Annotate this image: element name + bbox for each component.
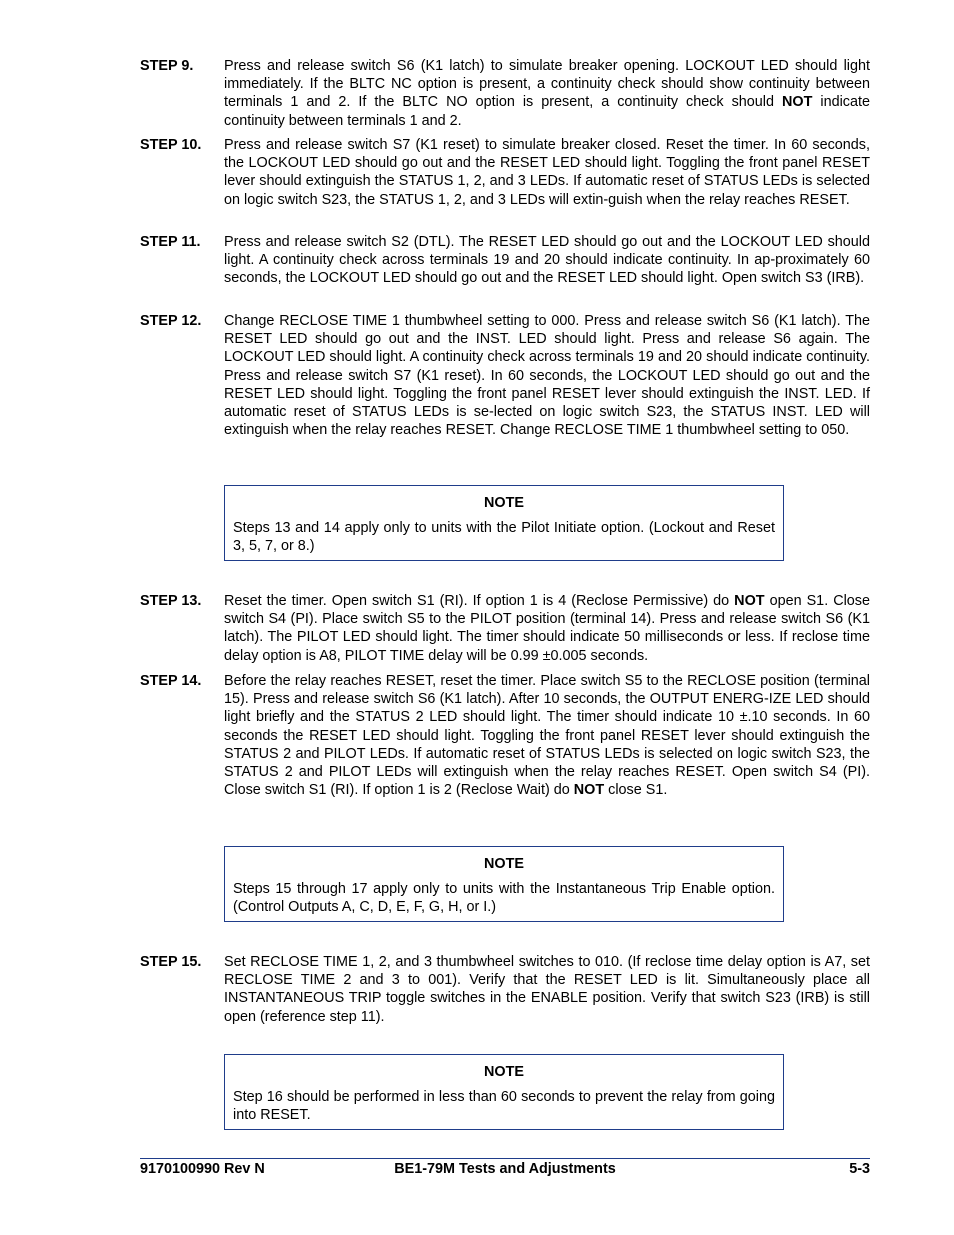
step-label: STEP 12. <box>140 313 202 329</box>
step-text: Press and release switch S7 (K1 reset) to simulate breaker closed. Reset the timer. In 60 seconds, the LOCKOUT LED should go out and the RESET LED should light. Toggling the front panel RESET lever should extinguish the STATUS 1, 2, and 3 LEDs. If automatic reset of STATUS LEDs is selected on logic switch S23, the STATUS 1, 2, and 3 LEDs will extin-guish when the relay reaches RESET. <box>224 137 870 208</box>
note-title: NOTE <box>484 495 524 511</box>
step-text: Before the relay reaches RESET, reset the timer. Place switch S5 to the RECLOSE position (terminal 15). Press and release switch S6 (K1 latch). After 10 seconds, the OUTPUT ENERG-IZE LED should light briefly and the STATUS 2 LED should light. The timer should indicate 10 ±.10 seconds. In 60 seconds the RESET LED should light. Toggling the front panel RESET lever should extinguish the STATUS 2 and PILOT LEDs. If automatic reset of STATUS LEDs is selected on logic switch S23, the STATUS 2 and PILOT LEDs will extinguish when the relay reaches RESET. Open switch S4 (PI). Close switch S1 (RI). If option 1 is 2 (Reclose Wait) do NOT close S1. <box>224 673 870 799</box>
step-label: STEP 14. <box>140 673 202 689</box>
step-12 <box>140 312 870 439</box>
step-label: STEP 15. <box>140 954 202 970</box>
note-box <box>224 485 784 561</box>
step-text: Change RECLOSE TIME 1 thumbwheel setting to 000. Press and release switch S6 (K1 latch). The RESET LED should go out and the INST. LED should light. Press and release S6 again. The LOCKOUT LED should light. A continuity check across terminals 19 and 20 should indicate continuity. Press and release switch S7 (K1 reset). In 60 seconds, the LOCKOUT LED should go out and the RESET LED should light. Toggling the front panel RESET lever should extinguish the INST. LED. If automatic reset of STATUS LEDs is se-lected on logic switch S23, the STATUS INST. LED will extinguish when the relay reaches RESET. Change RECLOSE TIME 1 thumbwheel setting to 050. <box>224 313 870 439</box>
note-text: Step 16 should be performed in less than 60 seconds to prevent the relay from going into RESET. <box>233 1089 775 1124</box>
step-14 <box>140 672 870 799</box>
note-title: NOTE <box>484 1064 524 1080</box>
step-15 <box>140 953 870 1026</box>
step-13 <box>140 592 870 665</box>
step-text: Reset the timer. Open switch S1 (RI). If option 1 is 4 (Reclose Permissive) do NOT open S1. Close switch S4 (PI). Place switch S5 to the PILOT position (terminal 14). Press and release switch S6 (K1 latch). The PILOT LED should light. The timer should indicate 50 milliseconds or less. If reclose time delay option is A8, PILOT TIME delay will be 0.99 ±0.005 seconds. <box>224 593 870 664</box>
step-10 <box>140 136 870 209</box>
note-box <box>224 846 784 922</box>
step-text: Set RECLOSE TIME 1, 2, and 3 thumbwheel switches to 010. (If reclose time delay option is A7, set RECLOSE TIME 2 and 3 to 001). Verify that the RESET LED is lit. Simultaneously place all INSTANTANEOUS TRIP toggle switches in the ENABLE position. Verify that switch S23 (IRB) is still open (reference step 11). <box>224 954 870 1025</box>
footer-doc-number: 9170100990 Rev N <box>140 1161 265 1177</box>
note-title: NOTE <box>484 856 524 872</box>
step-11 <box>140 233 870 288</box>
step-text: Press and release switch S2 (DTL). The RESET LED should go out and the LOCKOUT LED should light. A continuity check across terminals 19 and 20 should indicate continuity. In ap-proximately 60 seconds, the LOCKOUT LED should go out and the RESET LED should light. Open switch S3 (IRB). <box>224 234 870 287</box>
step-label: STEP 10. <box>140 137 202 153</box>
note-text: Steps 15 through 17 apply only to units with the Instantaneous Trip Enable option. (Control Outputs A, C, D, E, F, G, H, or I.) <box>233 881 775 916</box>
note-text: Steps 13 and 14 apply only to units with the Pilot Initiate option. (Lockout and Reset 3, 5, 7, or 8.) <box>233 520 775 555</box>
footer-page-number: 5-3 <box>849 1161 870 1177</box>
step-label: STEP 9. <box>140 58 194 74</box>
step-text: Press and release switch S6 (K1 latch) to simulate breaker opening. LOCKOUT LED should light immediately. If the BLTC NC option is present, a continuity check should show continuity between terminals 1 and 2. If the BLTC NO option is present, a continuity check should NOT indicate continuity between terminals 1 and 2. <box>224 58 870 129</box>
step-9 <box>140 57 870 130</box>
footer-title: BE1-79M Tests and Adjustments <box>394 1161 616 1177</box>
note-box <box>224 1054 784 1130</box>
step-label: STEP 13. <box>140 593 202 609</box>
footer-divider <box>140 1158 870 1159</box>
step-label: STEP 11. <box>140 234 201 250</box>
